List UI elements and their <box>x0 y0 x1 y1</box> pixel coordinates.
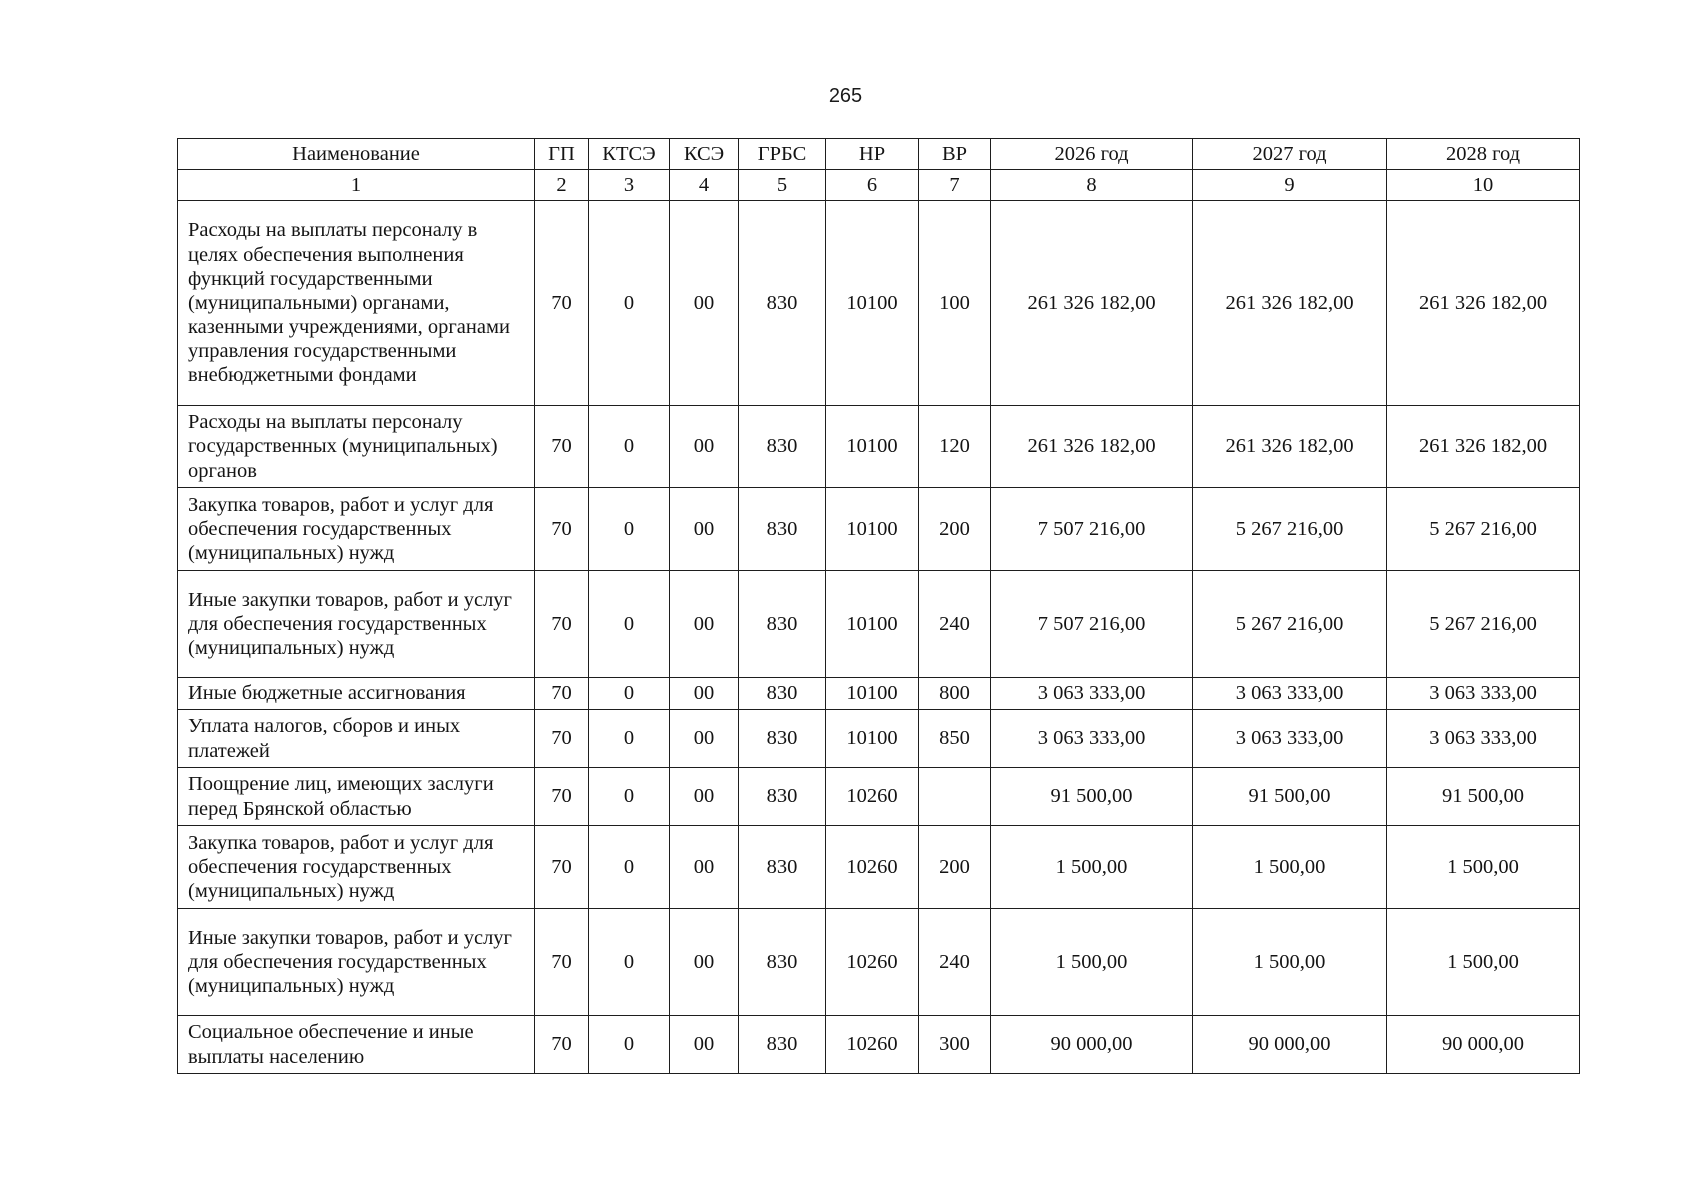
cell-ktse: 0 <box>589 571 670 678</box>
cell-2028: 261 326 182,00 <box>1387 201 1580 406</box>
cell-nr: 10260 <box>826 909 919 1016</box>
cell-kse: 00 <box>670 406 739 488</box>
table-row <box>178 710 1580 768</box>
cell-2028: 1 500,00 <box>1387 909 1580 1016</box>
cell-2027: 1 500,00 <box>1193 826 1387 909</box>
cell-kse: 00 <box>670 488 739 571</box>
cell-2026: 261 326 182,00 <box>991 406 1193 488</box>
cell-vr: 240 <box>919 909 991 1016</box>
table-row <box>178 826 1580 909</box>
table-row <box>178 909 1580 1016</box>
column-number: 6 <box>826 170 919 201</box>
cell-ktse: 0 <box>589 1016 670 1074</box>
column-number: 1 <box>178 170 535 201</box>
cell-grbs: 830 <box>739 571 826 678</box>
cell-gp: 70 <box>535 201 589 406</box>
cell-vr: 120 <box>919 406 991 488</box>
cell-ktse: 0 <box>589 768 670 826</box>
cell-2027: 5 267 216,00 <box>1193 488 1387 571</box>
cell-2027: 91 500,00 <box>1193 768 1387 826</box>
cell-gp: 70 <box>535 678 589 710</box>
header-gp: ГП <box>535 139 589 170</box>
cell-2026: 7 507 216,00 <box>991 488 1193 571</box>
cell-ktse: 0 <box>589 201 670 406</box>
cell-ktse: 0 <box>589 678 670 710</box>
cell-2026: 91 500,00 <box>991 768 1193 826</box>
cell-grbs: 830 <box>739 678 826 710</box>
cell-2028: 5 267 216,00 <box>1387 571 1580 678</box>
cell-grbs: 830 <box>739 768 826 826</box>
column-number: 4 <box>670 170 739 201</box>
cell-kse: 00 <box>670 571 739 678</box>
column-number: 8 <box>991 170 1193 201</box>
cell-nr: 10100 <box>826 678 919 710</box>
cell-nr: 10100 <box>826 710 919 768</box>
cell-2026: 90 000,00 <box>991 1016 1193 1074</box>
table-row <box>178 678 1580 710</box>
cell-2027: 261 326 182,00 <box>1193 201 1387 406</box>
cell-nr: 10100 <box>826 201 919 406</box>
cell-kse: 00 <box>670 1016 739 1074</box>
header-nr: НР <box>826 139 919 170</box>
cell-2028: 5 267 216,00 <box>1387 488 1580 571</box>
column-number: 10 <box>1387 170 1580 201</box>
header-row <box>178 139 1580 170</box>
row-name: Закупка товаров, работ и услуг для обеспечения государственных (муниципальных) нужд <box>178 488 535 571</box>
table-row <box>178 571 1580 678</box>
cell-vr: 800 <box>919 678 991 710</box>
cell-vr: 850 <box>919 710 991 768</box>
row-name: Поощрение лиц, имеющих заслуги перед Брянской областью <box>178 768 535 826</box>
column-number-row <box>178 170 1580 201</box>
table-row <box>178 768 1580 826</box>
cell-nr: 10100 <box>826 571 919 678</box>
budget-table <box>177 138 1580 1074</box>
cell-gp: 70 <box>535 488 589 571</box>
cell-vr: 200 <box>919 488 991 571</box>
cell-gp: 70 <box>535 826 589 909</box>
row-name: Расходы на выплаты персоналу государственных (муниципальных) органов <box>178 406 535 488</box>
cell-kse: 00 <box>670 710 739 768</box>
cell-2026: 261 326 182,00 <box>991 201 1193 406</box>
page-number: 265 <box>828 85 863 107</box>
cell-2027: 90 000,00 <box>1193 1016 1387 1074</box>
column-number: 9 <box>1193 170 1387 201</box>
cell-gp: 70 <box>535 571 589 678</box>
cell-nr: 10260 <box>826 826 919 909</box>
cell-gp: 70 <box>535 710 589 768</box>
cell-grbs: 830 <box>739 909 826 1016</box>
cell-ktse: 0 <box>589 909 670 1016</box>
cell-ktse: 0 <box>589 406 670 488</box>
header-ktse: КТСЭ <box>589 139 670 170</box>
cell-ktse: 0 <box>589 826 670 909</box>
cell-2028: 3 063 333,00 <box>1387 710 1580 768</box>
cell-2028: 91 500,00 <box>1387 768 1580 826</box>
cell-kse: 00 <box>670 909 739 1016</box>
cell-kse: 00 <box>670 768 739 826</box>
cell-nr: 10100 <box>826 488 919 571</box>
cell-2028: 1 500,00 <box>1387 826 1580 909</box>
header-2026: 2026 год <box>991 139 1193 170</box>
cell-ktse: 0 <box>589 488 670 571</box>
cell-grbs: 830 <box>739 488 826 571</box>
cell-ktse: 0 <box>589 710 670 768</box>
cell-2028: 90 000,00 <box>1387 1016 1580 1074</box>
cell-grbs: 830 <box>739 1016 826 1074</box>
cell-2026: 1 500,00 <box>991 826 1193 909</box>
cell-2026: 7 507 216,00 <box>991 571 1193 678</box>
cell-2027: 3 063 333,00 <box>1193 678 1387 710</box>
cell-grbs: 830 <box>739 201 826 406</box>
cell-gp: 70 <box>535 406 589 488</box>
cell-vr: 300 <box>919 1016 991 1074</box>
cell-2027: 261 326 182,00 <box>1193 406 1387 488</box>
column-number: 7 <box>919 170 991 201</box>
cell-2028: 261 326 182,00 <box>1387 406 1580 488</box>
cell-kse: 00 <box>670 201 739 406</box>
header-vr: ВР <box>919 139 991 170</box>
cell-vr: 200 <box>919 826 991 909</box>
table-body <box>178 201 1580 1074</box>
cell-gp: 70 <box>535 1016 589 1074</box>
table-header <box>178 139 1580 201</box>
table-row <box>178 1016 1580 1074</box>
column-number: 2 <box>535 170 589 201</box>
row-name: Расходы на выплаты персоналу в целях обеспечения выполнения функций государственными (муниципальными) органами, казенными учреждениями, органами управления государственными внебюджетными фондами <box>178 201 535 406</box>
cell-gp: 70 <box>535 768 589 826</box>
cell-grbs: 830 <box>739 826 826 909</box>
cell-2027: 3 063 333,00 <box>1193 710 1387 768</box>
cell-grbs: 830 <box>739 406 826 488</box>
header-grbs: ГРБС <box>739 139 826 170</box>
row-name: Иные бюджетные ассигнования <box>178 678 535 710</box>
column-number: 5 <box>739 170 826 201</box>
cell-kse: 00 <box>670 678 739 710</box>
cell-2027: 1 500,00 <box>1193 909 1387 1016</box>
cell-nr: 10260 <box>826 1016 919 1074</box>
cell-2027: 5 267 216,00 <box>1193 571 1387 678</box>
header-2028: 2028 год <box>1387 139 1580 170</box>
cell-2026: 3 063 333,00 <box>991 710 1193 768</box>
row-name: Закупка товаров, работ и услуг для обеспечения государственных (муниципальных) нужд <box>178 826 535 909</box>
cell-2026: 3 063 333,00 <box>991 678 1193 710</box>
row-name: Уплата налогов, сборов и иных платежей <box>178 710 535 768</box>
table-row <box>178 406 1580 488</box>
header-2027: 2027 год <box>1193 139 1387 170</box>
cell-2026: 1 500,00 <box>991 909 1193 1016</box>
cell-kse: 00 <box>670 826 739 909</box>
row-name: Социальное обеспечение и иные выплаты населению <box>178 1016 535 1074</box>
cell-vr <box>919 768 991 826</box>
cell-2028: 3 063 333,00 <box>1387 678 1580 710</box>
header-kse: КСЭ <box>670 139 739 170</box>
header-name: Наименование <box>178 139 535 170</box>
cell-vr: 100 <box>919 201 991 406</box>
cell-nr: 10100 <box>826 406 919 488</box>
cell-gp: 70 <box>535 909 589 1016</box>
column-number: 3 <box>589 170 670 201</box>
table-row <box>178 488 1580 571</box>
row-name: Иные закупки товаров, работ и услуг для обеспечения государственных (муниципальных) нужд <box>178 571 535 678</box>
row-name: Иные закупки товаров, работ и услуг для обеспечения государственных (муниципальных) нужд <box>178 909 535 1016</box>
cell-vr: 240 <box>919 571 991 678</box>
table-row <box>178 201 1580 406</box>
cell-nr: 10260 <box>826 768 919 826</box>
cell-grbs: 830 <box>739 710 826 768</box>
